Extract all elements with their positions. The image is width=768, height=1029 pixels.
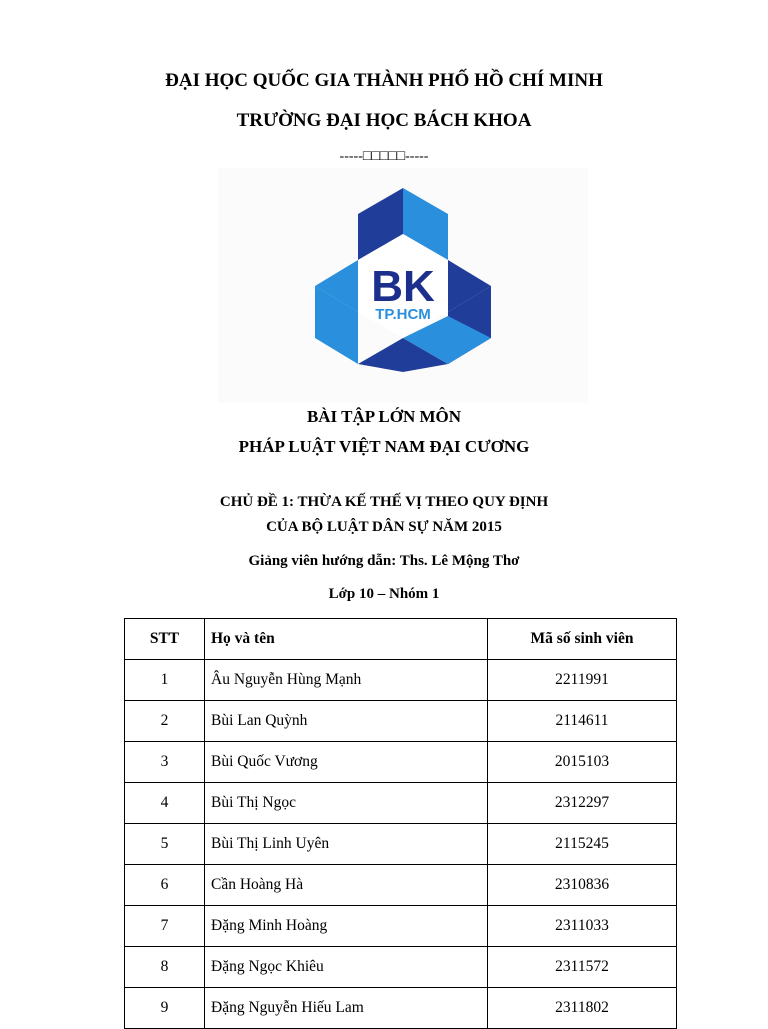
instructor: Giảng viên hướng dẫn: Ths. Lê Mộng Thơ <box>248 553 520 569</box>
cell-student-id: 2015103 <box>488 742 677 783</box>
logo-sub-text: TP.HCM <box>375 306 431 323</box>
cell-stt: 1 <box>125 660 205 701</box>
cell-name: Cần Hoàng Hà <box>205 865 488 906</box>
table-row <box>125 824 677 865</box>
cell-student-id: 2310836 <box>488 865 677 906</box>
class-group: Lớp 10 – Nhóm 1 <box>328 586 440 602</box>
cell-stt: 9 <box>125 988 205 1029</box>
title-line-1: BÀI TẬP LỚN MÔN <box>306 407 462 426</box>
cell-name: Đặng Minh Hoàng <box>205 906 488 947</box>
university-logo <box>218 168 588 403</box>
table-row <box>125 701 677 742</box>
cell-student-id: 2311033 <box>488 906 677 947</box>
school-name: TRƯỜNG ĐẠI HỌC BÁCH KHOA <box>236 110 532 131</box>
table-row <box>125 906 677 947</box>
cell-student-id: 2311572 <box>488 947 677 988</box>
cell-student-id: 2115245 <box>488 824 677 865</box>
header-separator: -----□□□□□----- <box>339 149 429 164</box>
table-row <box>125 660 677 701</box>
title-line-2: PHÁP LUẬT VIỆT NAM ĐẠI CƯƠNG <box>238 437 530 456</box>
bk-logo-icon <box>218 168 588 403</box>
cell-name: Bùi Lan Quỳnh <box>205 701 488 742</box>
table-row <box>125 988 677 1029</box>
header-name: Họ và tên <box>205 619 488 660</box>
topic-line-1: CHỦ ĐỀ 1: THỪA KẾ THẾ VỊ THEO QUY ĐỊNH <box>219 494 549 510</box>
cell-student-id: 2114611 <box>488 701 677 742</box>
cell-stt: 5 <box>125 824 205 865</box>
cell-stt: 2 <box>125 701 205 742</box>
table-row <box>125 947 677 988</box>
cell-student-id: 2312297 <box>488 783 677 824</box>
cell-student-id: 2311802 <box>488 988 677 1029</box>
table-row <box>125 783 677 824</box>
cell-name: Bùi Thị Linh Uyên <box>205 824 488 865</box>
student-table <box>124 618 677 1029</box>
cell-name: Đặng Ngọc Khiêu <box>205 947 488 988</box>
cell-name: Bùi Thị Ngọc <box>205 783 488 824</box>
cell-stt: 3 <box>125 742 205 783</box>
table-row <box>125 742 677 783</box>
table-header-row <box>125 619 677 660</box>
logo-main-text: BK <box>371 262 435 311</box>
cell-name: Âu Nguyễn Hùng Mạnh <box>205 660 488 701</box>
cell-stt: 4 <box>125 783 205 824</box>
cell-stt: 7 <box>125 906 205 947</box>
university-name: ĐẠI HỌC QUỐC GIA THÀNH PHỐ HỒ CHÍ MINH <box>165 70 603 91</box>
cell-name: Đặng Nguyễn Hiếu Lam <box>205 988 488 1029</box>
cell-stt: 6 <box>125 865 205 906</box>
header-stt: STT <box>125 619 205 660</box>
cell-name: Bùi Quốc Vương <box>205 742 488 783</box>
cell-stt: 8 <box>125 947 205 988</box>
header-student-id: Mã số sinh viên <box>488 619 677 660</box>
cell-student-id: 2211991 <box>488 660 677 701</box>
table-row <box>125 865 677 906</box>
topic-line-2: CỦA BỘ LUẬT DÂN SỰ NĂM 2015 <box>266 519 502 535</box>
